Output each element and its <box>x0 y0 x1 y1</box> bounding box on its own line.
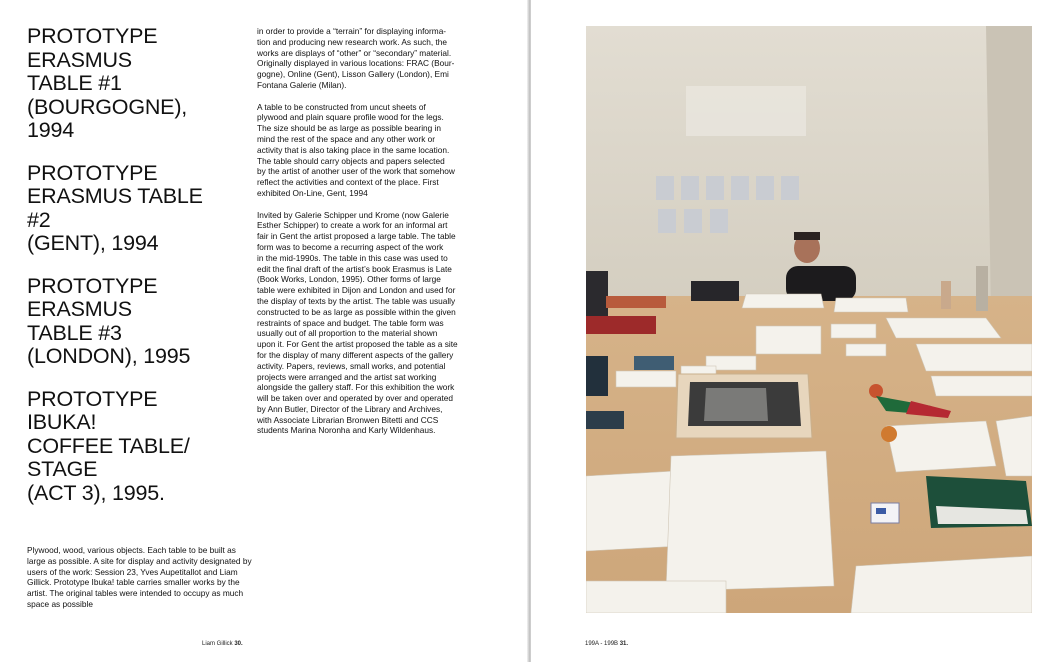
title-erasmus-table-2: PROTOTYPE ERASMUS TABLE #2 (GENT), 1994 <box>27 160 203 255</box>
body-paragraph-2: A table to be constructed from uncut sheets of plywood and plain square profile wood for the legs. The size should be as large as possible bearing in mind the rest of the space and any other work or activity that is also taking place in the same location. The table should carry objects and papers selected by the artist of another user of the work that somehow reflect the activities and context of the place. First exhibited On-Line, Gent, 1994 <box>257 101 455 198</box>
folio-page-number-right: 31. <box>619 641 629 647</box>
folio-author: Liam Gillick <box>202 641 233 647</box>
side-wall <box>986 26 1032 326</box>
folio-range: 199A - 199B <box>585 641 619 647</box>
photo-drawing <box>586 26 1032 613</box>
left-page <box>0 0 528 662</box>
title-erasmus-table-3: PROTOTYPE ERASMUS TABLE #3 (LONDON), 1995 <box>27 273 191 368</box>
folio-page-number: 30. <box>234 641 243 647</box>
folio-right <box>585 641 628 647</box>
title-erasmus-table-1: PROTOTYPE ERASMUS TABLE #1 (BOURGOGNE), 1994 <box>27 24 188 142</box>
body-paragraph-1: in order to provide a “terrain” for displaying informa- tion and producing new research work. As such, the works are displays of “other” or “secondary” material. Originally displayed in various locations: FRAC (Bour- gogne), Online (Gent), Lisson Gallery (London), Emi Fontana Galerie (Milan). <box>257 26 455 90</box>
title-stack <box>27 25 247 524</box>
green-binder <box>926 476 1032 528</box>
installation-photo <box>586 26 1032 613</box>
body-text-column <box>257 26 474 447</box>
body-paragraph-3: Invited by Galerie Schipper und Krome (now Galerie Esther Schipper) to create a work for an informal art fair in Gent the artist proposed a large table. The table form was to become a recurring aspect of the work in the mid-1990s. The table in this case was used to edit the final draft of the artist’s book Erasmus is Late (Book Works, London, 1995). Other forms of large table were exhibited in Dijon and London and used for the display of texts by the artist. The table was usually constructed to be as large as possible within the given restraints of space and budget. The table form was usually out of all proportion to the material shown upon it. For Gent the artist proposed the table as a site for the display of many different aspects of the gallery activity. Papers, reviews, small works, and potential projects were arranged and the artist sat working alongside the gallery staff. For this exhibition the work will be taken over and operated by over and operated by Ann Butler, Director of the Library and Archives, with Associate Librarian Bronwen Bitetti and CCS students Marina Noronha and Karly Wildenhaus. <box>257 209 458 436</box>
materials-description: Plywood, wood, various objects. Each table to be built as large as possible. A site for display and activity designated by users of the work: Session 23, Yves Aupetitallot and Liam Gillick. Prototype Ibuka! table carries smaller works by the artist. The original tables were intended to occupy as much space as possible <box>27 545 252 609</box>
folio-left <box>202 641 243 647</box>
framed-photograph <box>676 374 812 438</box>
title-ibuka-coffee-table: PROTOTYPE IBUKA! COFFEE TABLE/ STAGE (ACT 3), 1995. <box>27 386 190 505</box>
red-book <box>586 316 656 334</box>
